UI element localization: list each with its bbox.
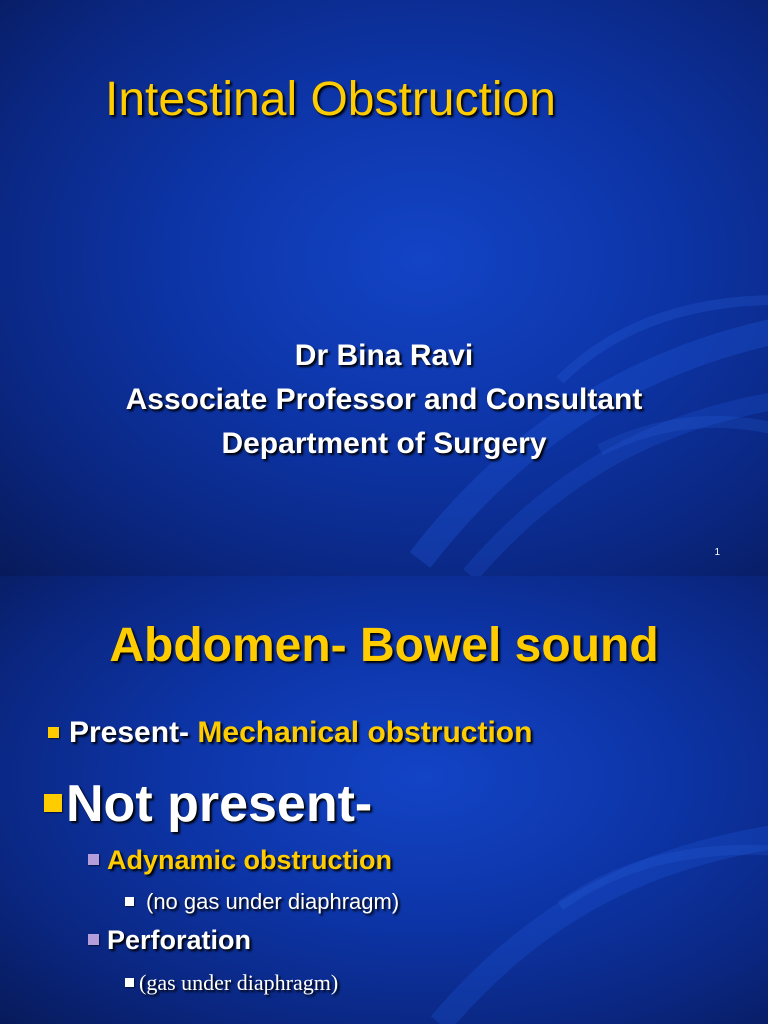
adynamic-label: Adynamic obstruction <box>107 845 393 875</box>
bullet-present <box>48 716 532 750</box>
lavender-square-bullet-icon <box>88 854 99 865</box>
bullet-perforation <box>88 925 251 956</box>
slide-number: 1 <box>714 547 720 558</box>
present-label: Present- <box>69 716 198 749</box>
slide-2-title: Abdomen- Bowel sound <box>109 619 659 672</box>
perforation-label: Perforation <box>107 925 252 955</box>
author-position: Associate Professor and Consultant <box>125 383 643 416</box>
bullet-gas <box>125 970 338 996</box>
lavender-square-bullet-icon <box>88 934 99 945</box>
author-name: Dr Bina Ravi <box>294 339 474 372</box>
yellow-square-bullet-icon <box>44 794 62 812</box>
bullet-adynamic <box>88 845 392 876</box>
slide-title: Intestinal Obstruction <box>105 73 556 126</box>
bullet-not-present <box>44 774 372 834</box>
bullet-no-gas <box>125 889 399 915</box>
author-info <box>0 334 768 466</box>
white-square-bullet-icon <box>125 978 134 987</box>
gas-label: (gas under diaphragm) <box>139 970 339 995</box>
not-present-label: Not present- <box>66 775 373 833</box>
white-square-bullet-icon <box>125 897 134 906</box>
yellow-square-bullet-icon <box>48 727 59 738</box>
present-value: Mechanical obstruction <box>197 716 533 749</box>
no-gas-label: (no gas under diaphragm) <box>146 889 400 914</box>
author-department: Department of Surgery <box>221 427 547 460</box>
